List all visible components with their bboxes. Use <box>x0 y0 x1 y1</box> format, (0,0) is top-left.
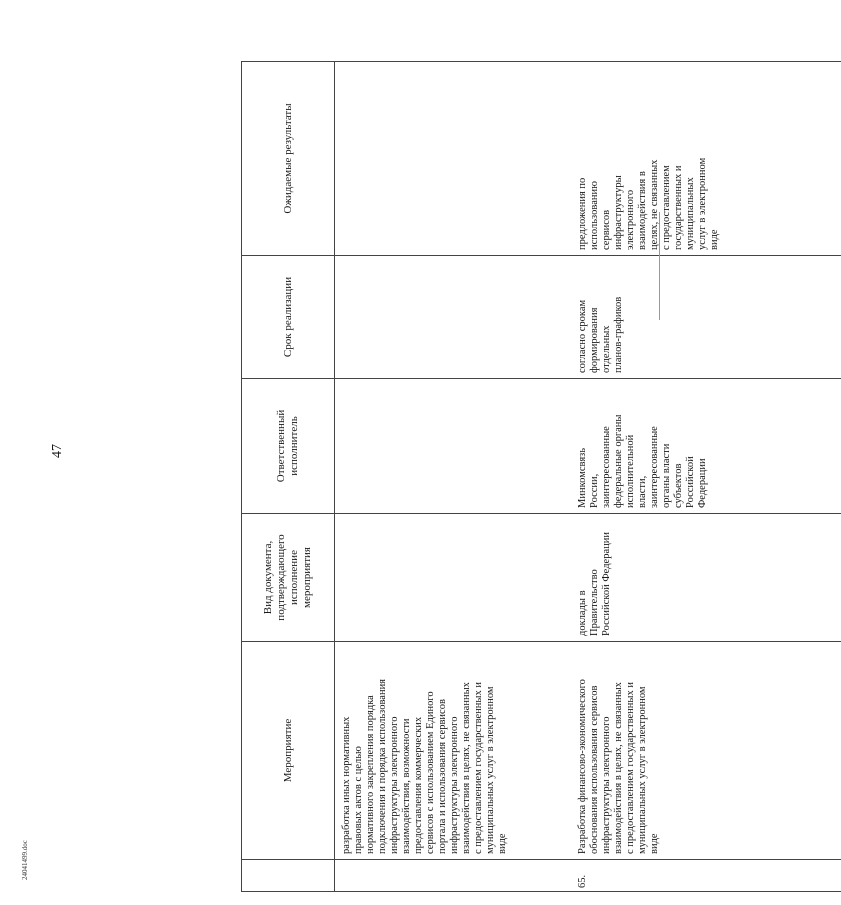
rotated-table-sheet <box>241 62 720 892</box>
cell-executor <box>571 379 841 514</box>
cell-num <box>571 860 841 892</box>
cell-results <box>335 62 572 256</box>
row-number: 65. <box>577 874 588 888</box>
cell-document <box>571 514 841 642</box>
trailing-rule <box>659 212 660 320</box>
document-code: 24041499.doc <box>21 840 29 880</box>
deadline-text: согласно срокам формирования отдельных планов-графиков <box>577 296 624 373</box>
table-row <box>335 62 572 892</box>
header-deadline: Срок реализации <box>242 256 335 379</box>
cell-executor <box>335 379 572 514</box>
table-row <box>571 62 841 892</box>
activities-table <box>241 61 841 892</box>
header-document: Вид документа, подтверждающего исполнение мероприятия <box>242 514 335 642</box>
cell-activity <box>571 642 841 860</box>
table-header-row <box>242 62 335 892</box>
activity-text: Разработка финансово-экономического обоснования использования сервисов инфраструктуры электронного взаимодействия в целях, не связанных с предоставлением государственных и муниципальных услуг в электронном виде <box>577 679 660 854</box>
cell-activity <box>335 642 572 860</box>
page-number: 47 <box>50 444 65 458</box>
header-num <box>242 860 335 892</box>
header-activity: Мероприятие <box>242 642 335 860</box>
cell-deadline <box>335 256 572 379</box>
executor-text: Минкомсвязь России, заинтересованные федеральные органы исполнительной власти, заинтересованные органы власти субъектов Российской Федерации <box>577 414 708 508</box>
cell-document <box>335 514 572 642</box>
document-text: доклады в Правительство Российской Федерации <box>577 532 612 636</box>
header-results: Ожидаемые результаты <box>242 62 335 256</box>
cell-num <box>335 860 572 892</box>
activity-text: разработка иных нормативных правовых актов с целью нормативного закрепления порядка подключения и порядка использования инфраструктуры электронного взаимодействия, возможности предоставления коммерческих сервисов с использованием Единого портала и использования сервисов инфраструктуры электронного взаимодействия в целях, не связанных с предоставлением государственных и муниципальных услуг в электронном виде <box>341 678 508 854</box>
header-executor: Ответственный исполнитель <box>242 379 335 514</box>
results-text: предложения по использованию сервисов инфраструктуры электронного взаимодействия в целях, не связанных с предоставлением государственных и муниципальных услуг в электронном виде <box>577 157 720 250</box>
cell-deadline <box>571 256 841 379</box>
cell-results <box>571 62 841 256</box>
